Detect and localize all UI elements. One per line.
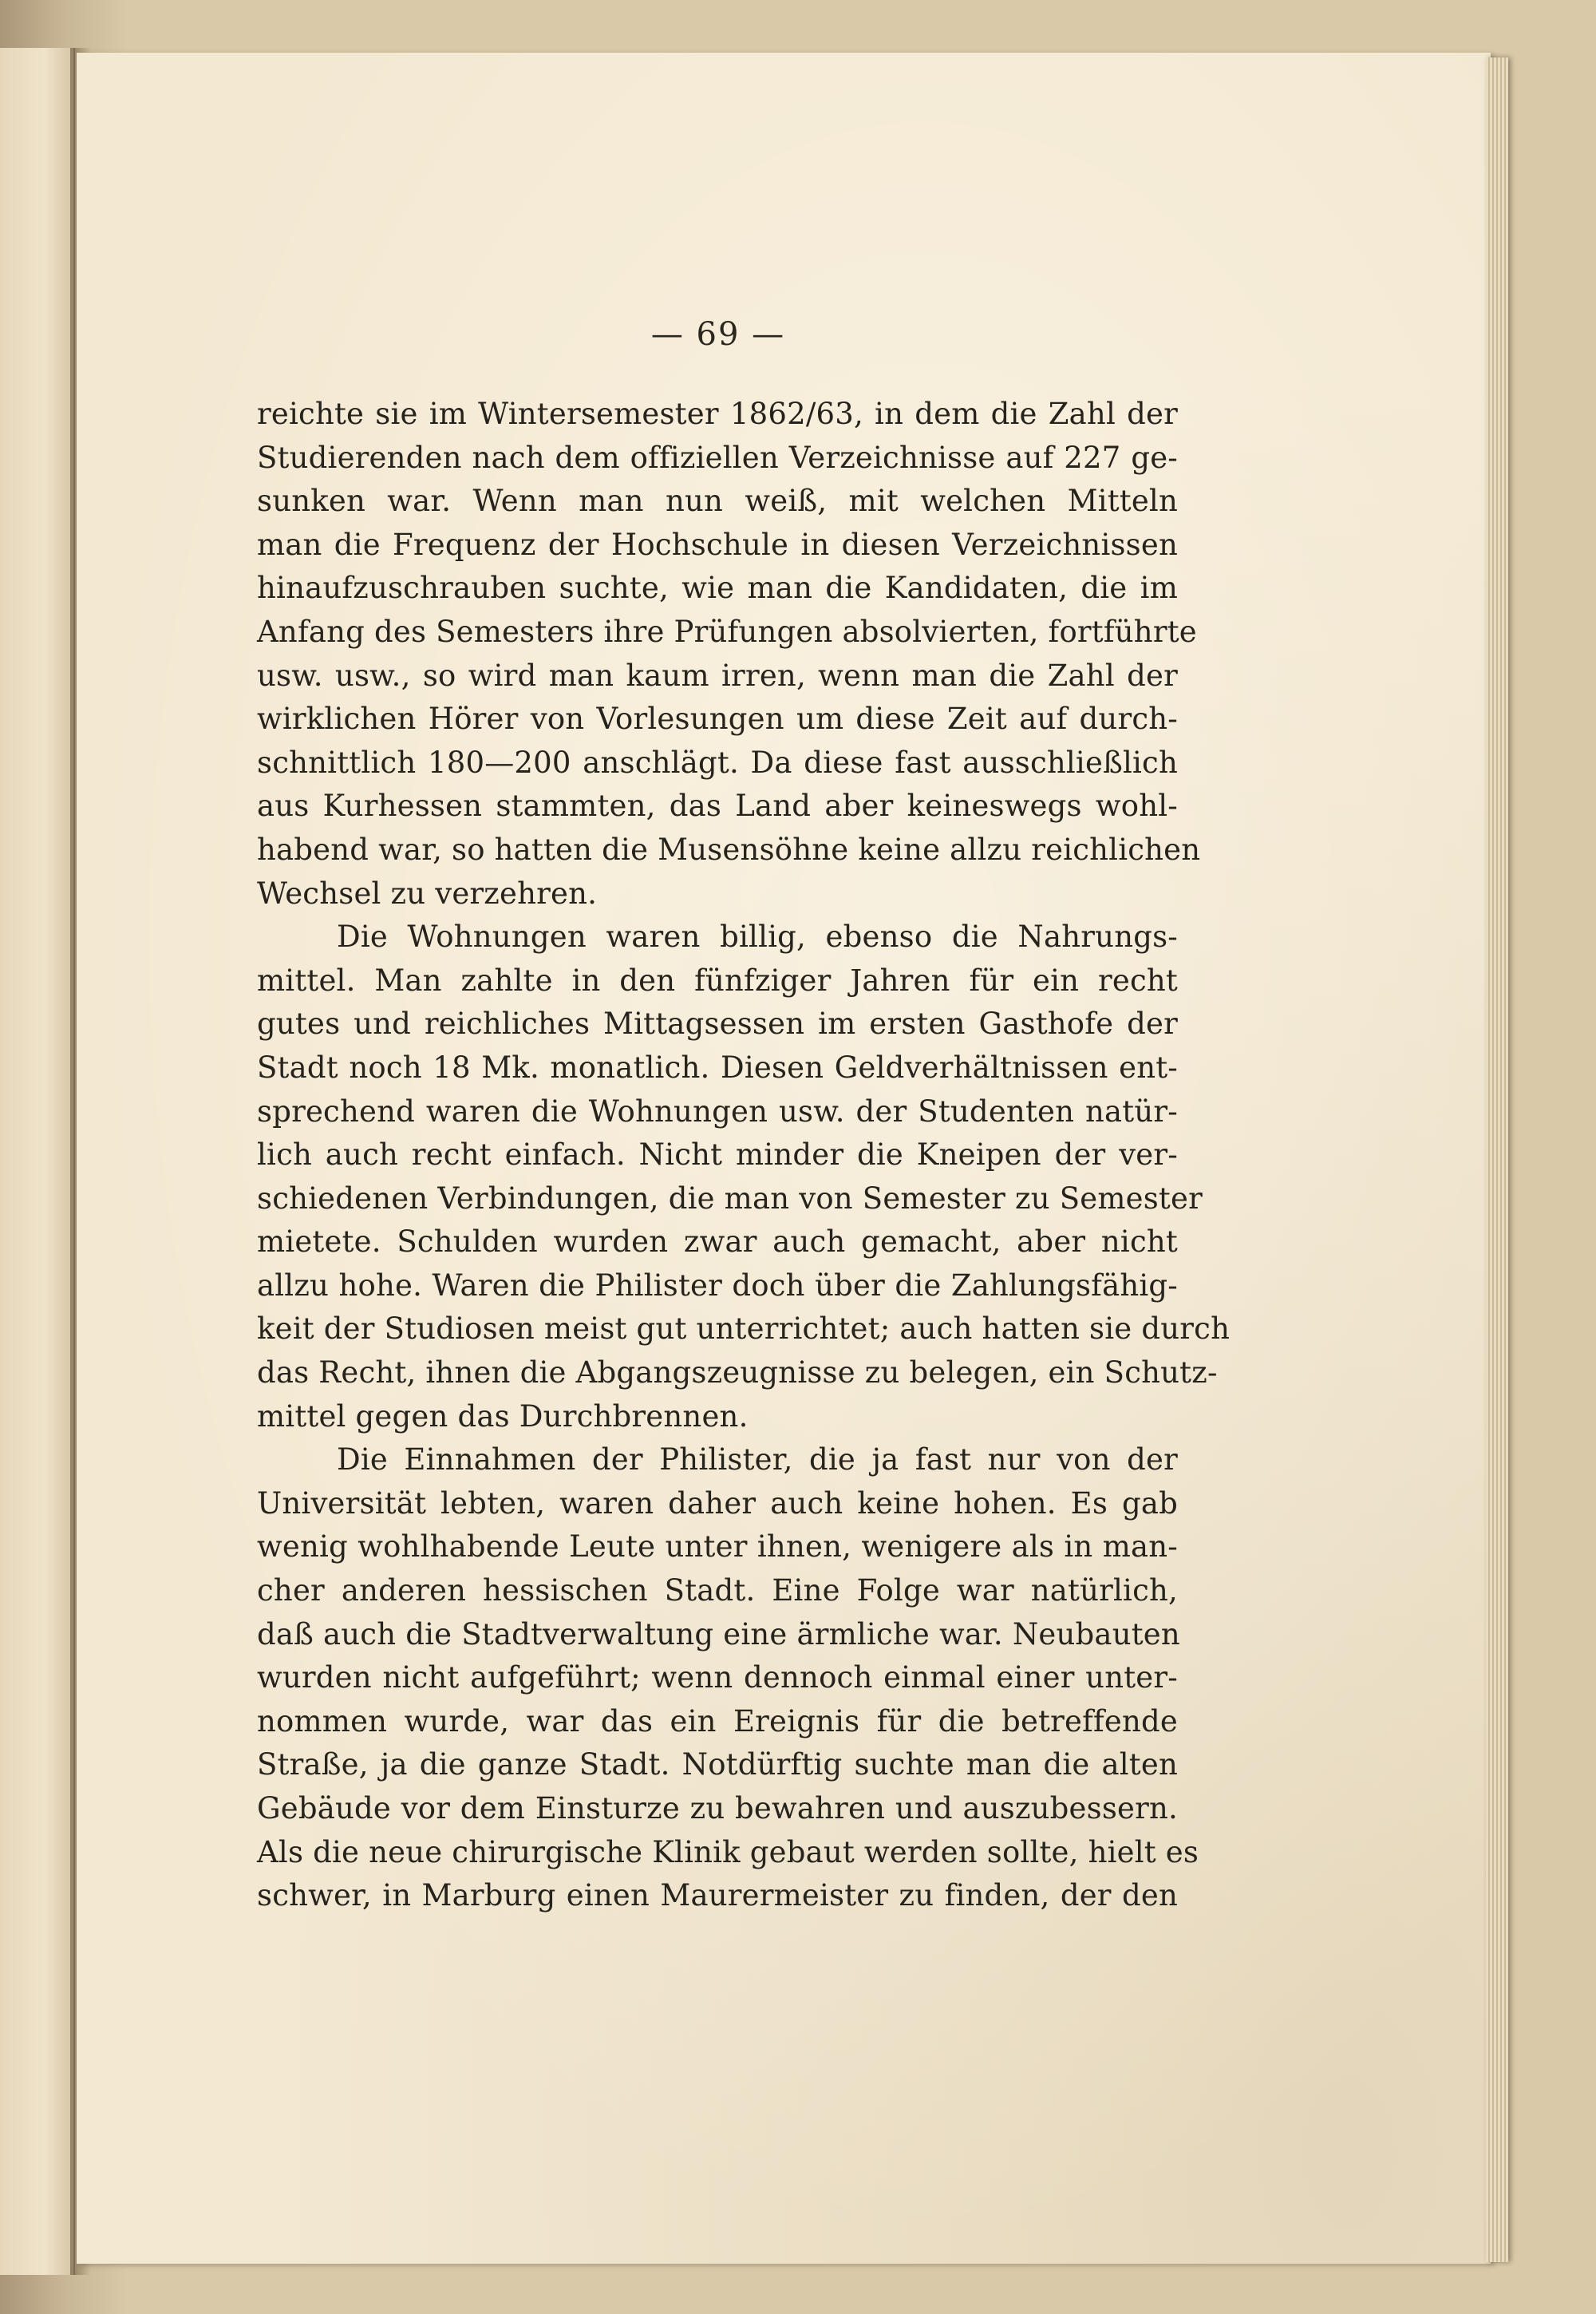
text-line: Straße, ja die ganze Stadt. Notdürftig suchte man die alten bbox=[257, 1747, 1178, 1782]
text-line: Die Wohnungen waren billig, ebenso die Nahrungs- bbox=[337, 920, 1178, 955]
text-line: schiedenen Verbindungen, die man von Semester zu Semester bbox=[257, 1181, 1203, 1216]
text-line: Wechsel zu verzehren. bbox=[257, 876, 598, 911]
text-line: cher anderen hessischen Stadt. Eine Folge war natürlich, bbox=[257, 1573, 1178, 1608]
text-line: wurden nicht aufgeführt; wenn dennoch einmal einer unter- bbox=[257, 1660, 1178, 1695]
text-line: gutes und reichliches Mittagsessen im ersten Gasthofe der bbox=[257, 1007, 1178, 1042]
text-line: schnittlich 180—200 anschlägt. Da diese fast ausschließlich bbox=[257, 745, 1178, 780]
text-line: schwer, in Marburg einen Maurermeister zu finden, der den bbox=[257, 1878, 1178, 1913]
text-line: Stadt noch 18 Mk. monatlich. Diesen Geldverhältnissen ent- bbox=[257, 1050, 1178, 1085]
text-line: wirklichen Hörer von Vorlesungen um diese Zeit auf durch- bbox=[257, 702, 1178, 737]
text-line: daß auch die Stadtverwaltung eine ärmliche war. Neubauten bbox=[257, 1616, 1180, 1651]
text-line: man die Frequenz der Hochschule in diesen Verzeichnissen bbox=[257, 527, 1178, 562]
text-line: aus Kurhessen stammten, das Land aber keineswegs wohl- bbox=[257, 789, 1178, 824]
text-line: hinaufzuschrauben suchte, wie man die Kandidaten, die im bbox=[257, 571, 1178, 606]
page-stack-edge bbox=[1486, 57, 1508, 2262]
text-line: Die Einnahmen der Philister, die ja fast nur von der bbox=[337, 1442, 1178, 1477]
text-line: Studierenden nach dem offiziellen Verzeichnisse auf 227 ge- bbox=[257, 440, 1178, 475]
text-line: Universität lebten, waren daher auch keine hohen. Es gab bbox=[257, 1485, 1178, 1521]
text-line: Gebäude vor dem Einsturze zu bewahren und auszubessern. bbox=[257, 1791, 1178, 1825]
text-line: mietete. Schulden wurden zwar auch gemacht, aber nicht bbox=[257, 1224, 1178, 1260]
text-line: Anfang des Semesters ihre Prüfungen absolvierten, fortführte bbox=[257, 614, 1197, 649]
text-line: mittel. Man zahlte in den fünfziger Jahren für ein recht bbox=[257, 963, 1178, 998]
text-line: habend war, so hatten die Musensöhne keine allzu reichlichen bbox=[257, 832, 1201, 867]
body-text bbox=[257, 393, 1231, 1918]
text-line: allzu hohe. Waren die Philister doch über die Zahlungsfähig- bbox=[257, 1268, 1178, 1303]
left-page-edge bbox=[0, 48, 75, 2275]
text-line: mittel gegen das Durchbrennen. bbox=[257, 1398, 749, 1434]
text-line: keit der Studiosen meist gut unterrichtet; auch hatten sie durch bbox=[257, 1311, 1231, 1347]
text-line: usw. usw., so wird man kaum irren, wenn man die Zahl der bbox=[257, 658, 1178, 693]
text-line: lich auch recht einfach. Nicht minder die Kneipen der ver- bbox=[257, 1137, 1178, 1173]
text-line: Als die neue chirurgische Klinik gebaut werden sollte, hielt es bbox=[257, 1834, 1199, 1869]
page-number: — 69 — bbox=[650, 316, 786, 353]
text-line: sprechend waren die Wohnungen usw. der Studenten natür- bbox=[257, 1094, 1178, 1129]
text-line: wenig wohlhabende Leute unter ihnen, wenigere als in man- bbox=[257, 1529, 1178, 1564]
text-line: reichte sie im Wintersemester 1862/63, in dem die Zahl der bbox=[257, 397, 1178, 431]
text-line: sunken war. Wenn man nun weiß, mit welchen Mitteln bbox=[257, 484, 1178, 519]
text-line: das Recht, ihnen die Abgangszeugnisse zu belegen, ein Schutz- bbox=[257, 1355, 1218, 1390]
text-line: nommen wurde, war das ein Ereignis für die betreffende bbox=[257, 1703, 1178, 1738]
